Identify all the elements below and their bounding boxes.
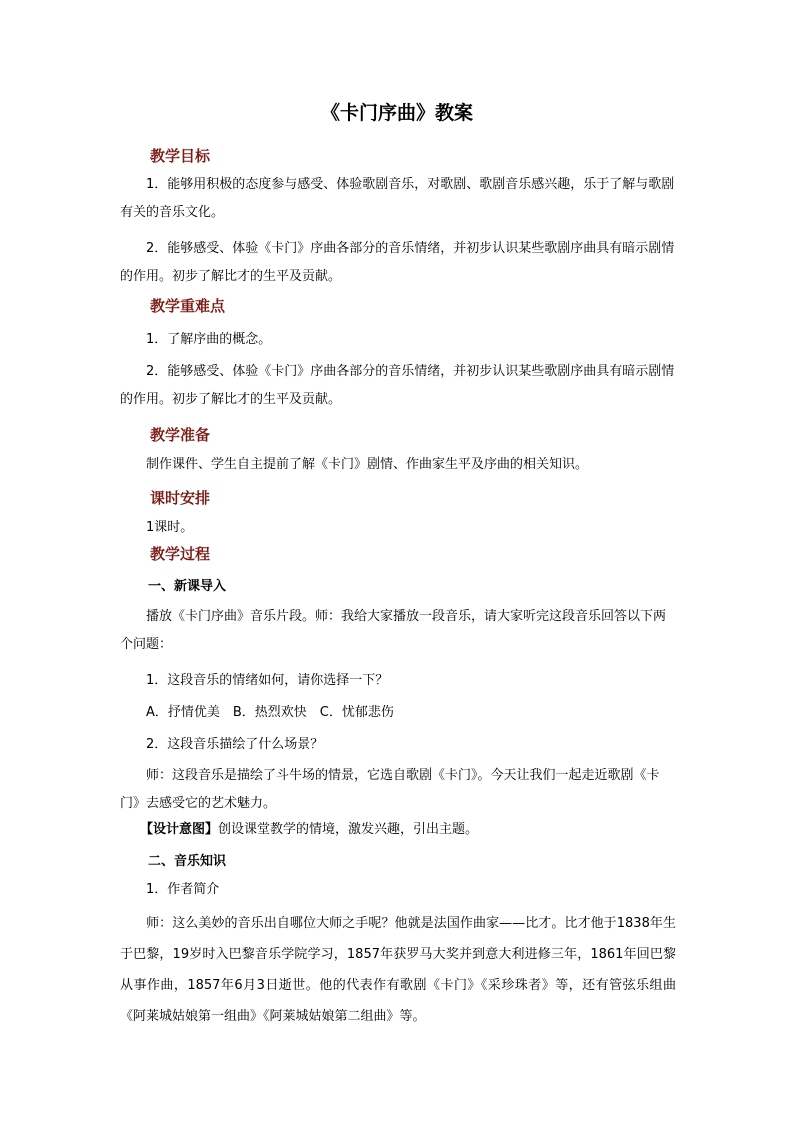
- part1-intro: 播放《卡门序曲》音乐片段。师：我给大家播放一段音乐，请大家听完这段音乐回答以下两个问题：: [120, 609, 667, 652]
- schedule-text: 1课时。: [146, 520, 194, 535]
- composer-intro-subheading: 1．作者简介: [146, 882, 220, 897]
- question-1: 1．这段音乐的情绪如何，请你选择一下？: [146, 673, 389, 688]
- section-heading-process: 教学过程: [150, 545, 211, 563]
- key-point-item-1: 1．了解序曲的概念。: [146, 332, 272, 347]
- section-heading-preparation: 教学准备: [150, 426, 211, 444]
- section-heading-schedule: 课时安排: [150, 489, 211, 507]
- key-point-item-2: 2．能够感受、体验《卡门》序曲各部分的音乐情绪，并初步认识某些歌剧序曲具有暗示剧情的作用。初步了解比才的生平及贡献。: [120, 364, 675, 407]
- page-title: 《卡门序曲》教案: [320, 102, 473, 124]
- design-intent-text: 创设课堂教学的情境，激发兴趣，引出主题。: [218, 822, 479, 837]
- design-intent-label: 【设计意图】: [140, 822, 219, 837]
- preparation-text: 制作课件、学生自主提前了解《卡门》剧情、作曲家生平及序曲的相关知识。: [146, 457, 589, 472]
- section-heading-key-points: 教学重难点: [150, 297, 226, 315]
- section-heading-objectives: 教学目标: [150, 147, 211, 165]
- part1-heading: 一、新课导入: [148, 579, 227, 594]
- objective-item-2: 2．能够感受、体验《卡门》序曲各部分的音乐情绪，并初步认识某些歌剧序曲具有暗示剧情的作用。初步了解比才的生平及贡献。: [120, 241, 675, 284]
- composer-biography: 师：这么美妙的音乐出自哪位大师之手呢？他就是法国作曲家——比才。比才他于1838年生于巴黎，19岁时入巴黎音乐学院学习，1857年获罗马大奖并到意大利进修三年，1861年回巴黎从事作曲，1857年6月3日逝世。他的代表作有歌剧《卡门》《采珍珠者》等，还有管弦乐组曲《阿莱城姑娘第一组曲》《阿莱城姑娘第二组曲》等。: [120, 916, 676, 1024]
- objective-item-1: 1．能够用积极的态度参与感受、体验歌剧音乐，对歌剧、歌剧音乐感兴趣，乐于了解与歌剧有关的音乐文化。: [120, 177, 675, 220]
- question-2: 2．这段音乐描绘了什么场景？: [146, 737, 324, 752]
- design-intent: [140, 816, 696, 844]
- question-1-options: A．抒情优美 B．热烈欢快 C．忧郁悲伤: [146, 705, 394, 720]
- part2-heading: 二、音乐知识: [148, 854, 227, 869]
- teacher-answer: 师：这段音乐是描绘了斗牛场的情景，它选自歌剧《卡门》。今天让我们一起走近歌剧《卡门》去感受它的艺术魅力。: [120, 768, 660, 811]
